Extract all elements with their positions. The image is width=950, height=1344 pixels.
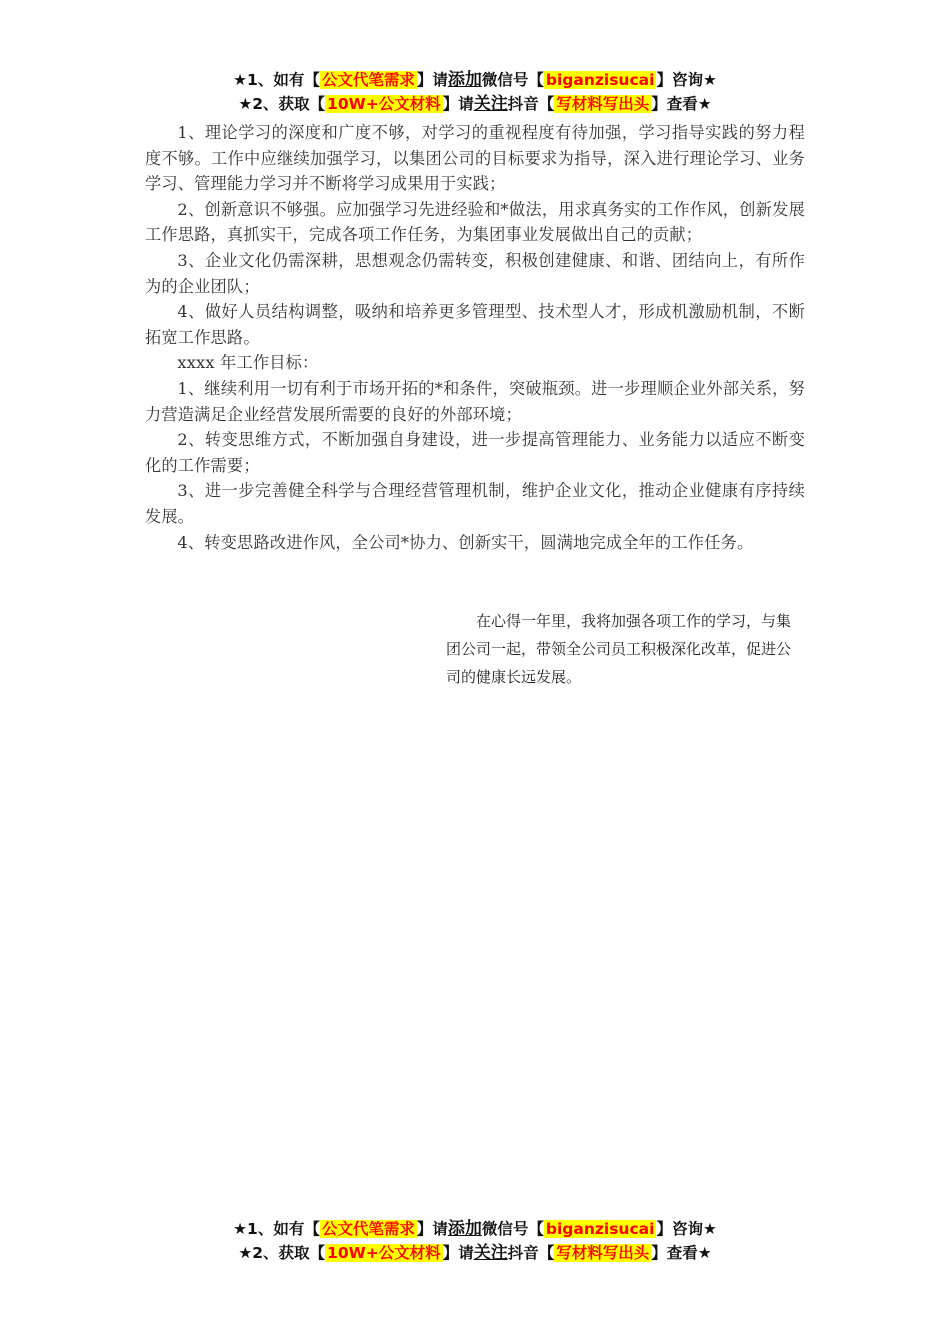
promo-underlined: 添加: [447, 1219, 482, 1239]
promo-line-2: [0, 92, 950, 116]
promo-text: 抖音【: [507, 1244, 555, 1262]
paragraph: 2、创新意识不够强。应加强学习先进经验和*做法，用求真务实的工作作风，创新发展工作思路，真抓实干，完成各项工作任务，为集团事业发展做出自己的贡献；: [145, 199, 805, 245]
promo-text: 】查看★: [651, 95, 712, 113]
promo-underlined: 添加: [447, 70, 482, 90]
promo-wechat-id: biganzisucai: [545, 71, 655, 89]
paragraph: 4、做好人员结构调整，吸纳和培养更多管理型、技术型人才，形成机激励机制，不断拓宽工作思路。: [145, 302, 805, 347]
paragraph: 4、转变思路改进作风，全公司*协力、创新实干，圆满地完成全年的工作任务。: [177, 532, 754, 552]
promo-text: 】请: [416, 1220, 448, 1238]
promo-wechat-id: biganzisucai: [545, 1220, 655, 1238]
promo-highlight: 10W+公文材料: [327, 1244, 441, 1262]
promo-highlight: 10W+公文材料: [327, 95, 441, 113]
promo-douyin-id: 写材料写出头: [556, 1244, 650, 1262]
bottom-promo-banner: [0, 1217, 950, 1265]
paragraph: 3、进一步完善健全科学与合理经营管理机制，维护企业文化，推动企业健康有序持续发展。: [145, 481, 805, 526]
promo-text: 】请: [442, 95, 474, 113]
promo-underlined: 关注: [473, 94, 508, 114]
section-heading: xxxx 年工作目标：: [177, 353, 319, 373]
promo-line-1: [0, 1217, 950, 1241]
top-promo-banner: [0, 68, 950, 116]
paragraph: 3、企业文化仍需深耕，思想观念仍需转变，积极创建健康、和谐、团结向上，有所作为的企业团队；: [145, 250, 805, 296]
paragraph: 2、转变思维方式，不断加强自身建设，进一步提高管理能力、业务能力以适应不断变化的工作需要；: [145, 430, 805, 475]
promo-text: ★1、如有【: [233, 71, 320, 89]
promo-text: 】咨询★: [656, 1220, 717, 1238]
promo-text: 】请: [416, 71, 448, 89]
closing-block: [446, 607, 796, 691]
promo-line-1: [0, 68, 950, 92]
document-body: [145, 120, 805, 555]
promo-text: ★2、获取【: [238, 95, 326, 113]
promo-text: 】查看★: [651, 1244, 712, 1262]
promo-text: 】请: [442, 1244, 474, 1262]
promo-text: 微信号【: [481, 71, 544, 89]
promo-text: 微信号【: [481, 1220, 544, 1238]
closing-paragraph: 在心得一年里，我将加强各项工作的学习，与集团公司一起，带领全公司员工积极深化改革，促进公司的健康长远发展。: [446, 612, 792, 686]
promo-text: ★2、获取【: [238, 1244, 326, 1262]
paragraph: 1、理论学习的深度和广度不够，对学习的重视程度有待加强，学习指导实践的努力程度不够。工作中应继续加强学习，以集团公司的目标要求为指导，深入进行理论学习、业务学习、管理能力学习并不断将学习成果用于实践；: [145, 123, 805, 194]
promo-line-2: [0, 1241, 950, 1265]
promo-highlight: 公文代笔需求: [321, 71, 415, 89]
promo-text: ★1、如有【: [233, 1220, 320, 1238]
paragraph: 1、继续利用一切有利于市场开拓的*和条件，突破瓶颈。进一步理顺企业外部关系，努力营造满足企业经营发展所需要的良好的外部环境；: [145, 378, 805, 424]
promo-highlight: 公文代笔需求: [321, 1220, 415, 1238]
promo-douyin-id: 写材料写出头: [556, 95, 650, 113]
promo-underlined: 关注: [473, 1243, 508, 1263]
promo-text: 抖音【: [507, 95, 555, 113]
promo-text: 】咨询★: [656, 71, 717, 89]
